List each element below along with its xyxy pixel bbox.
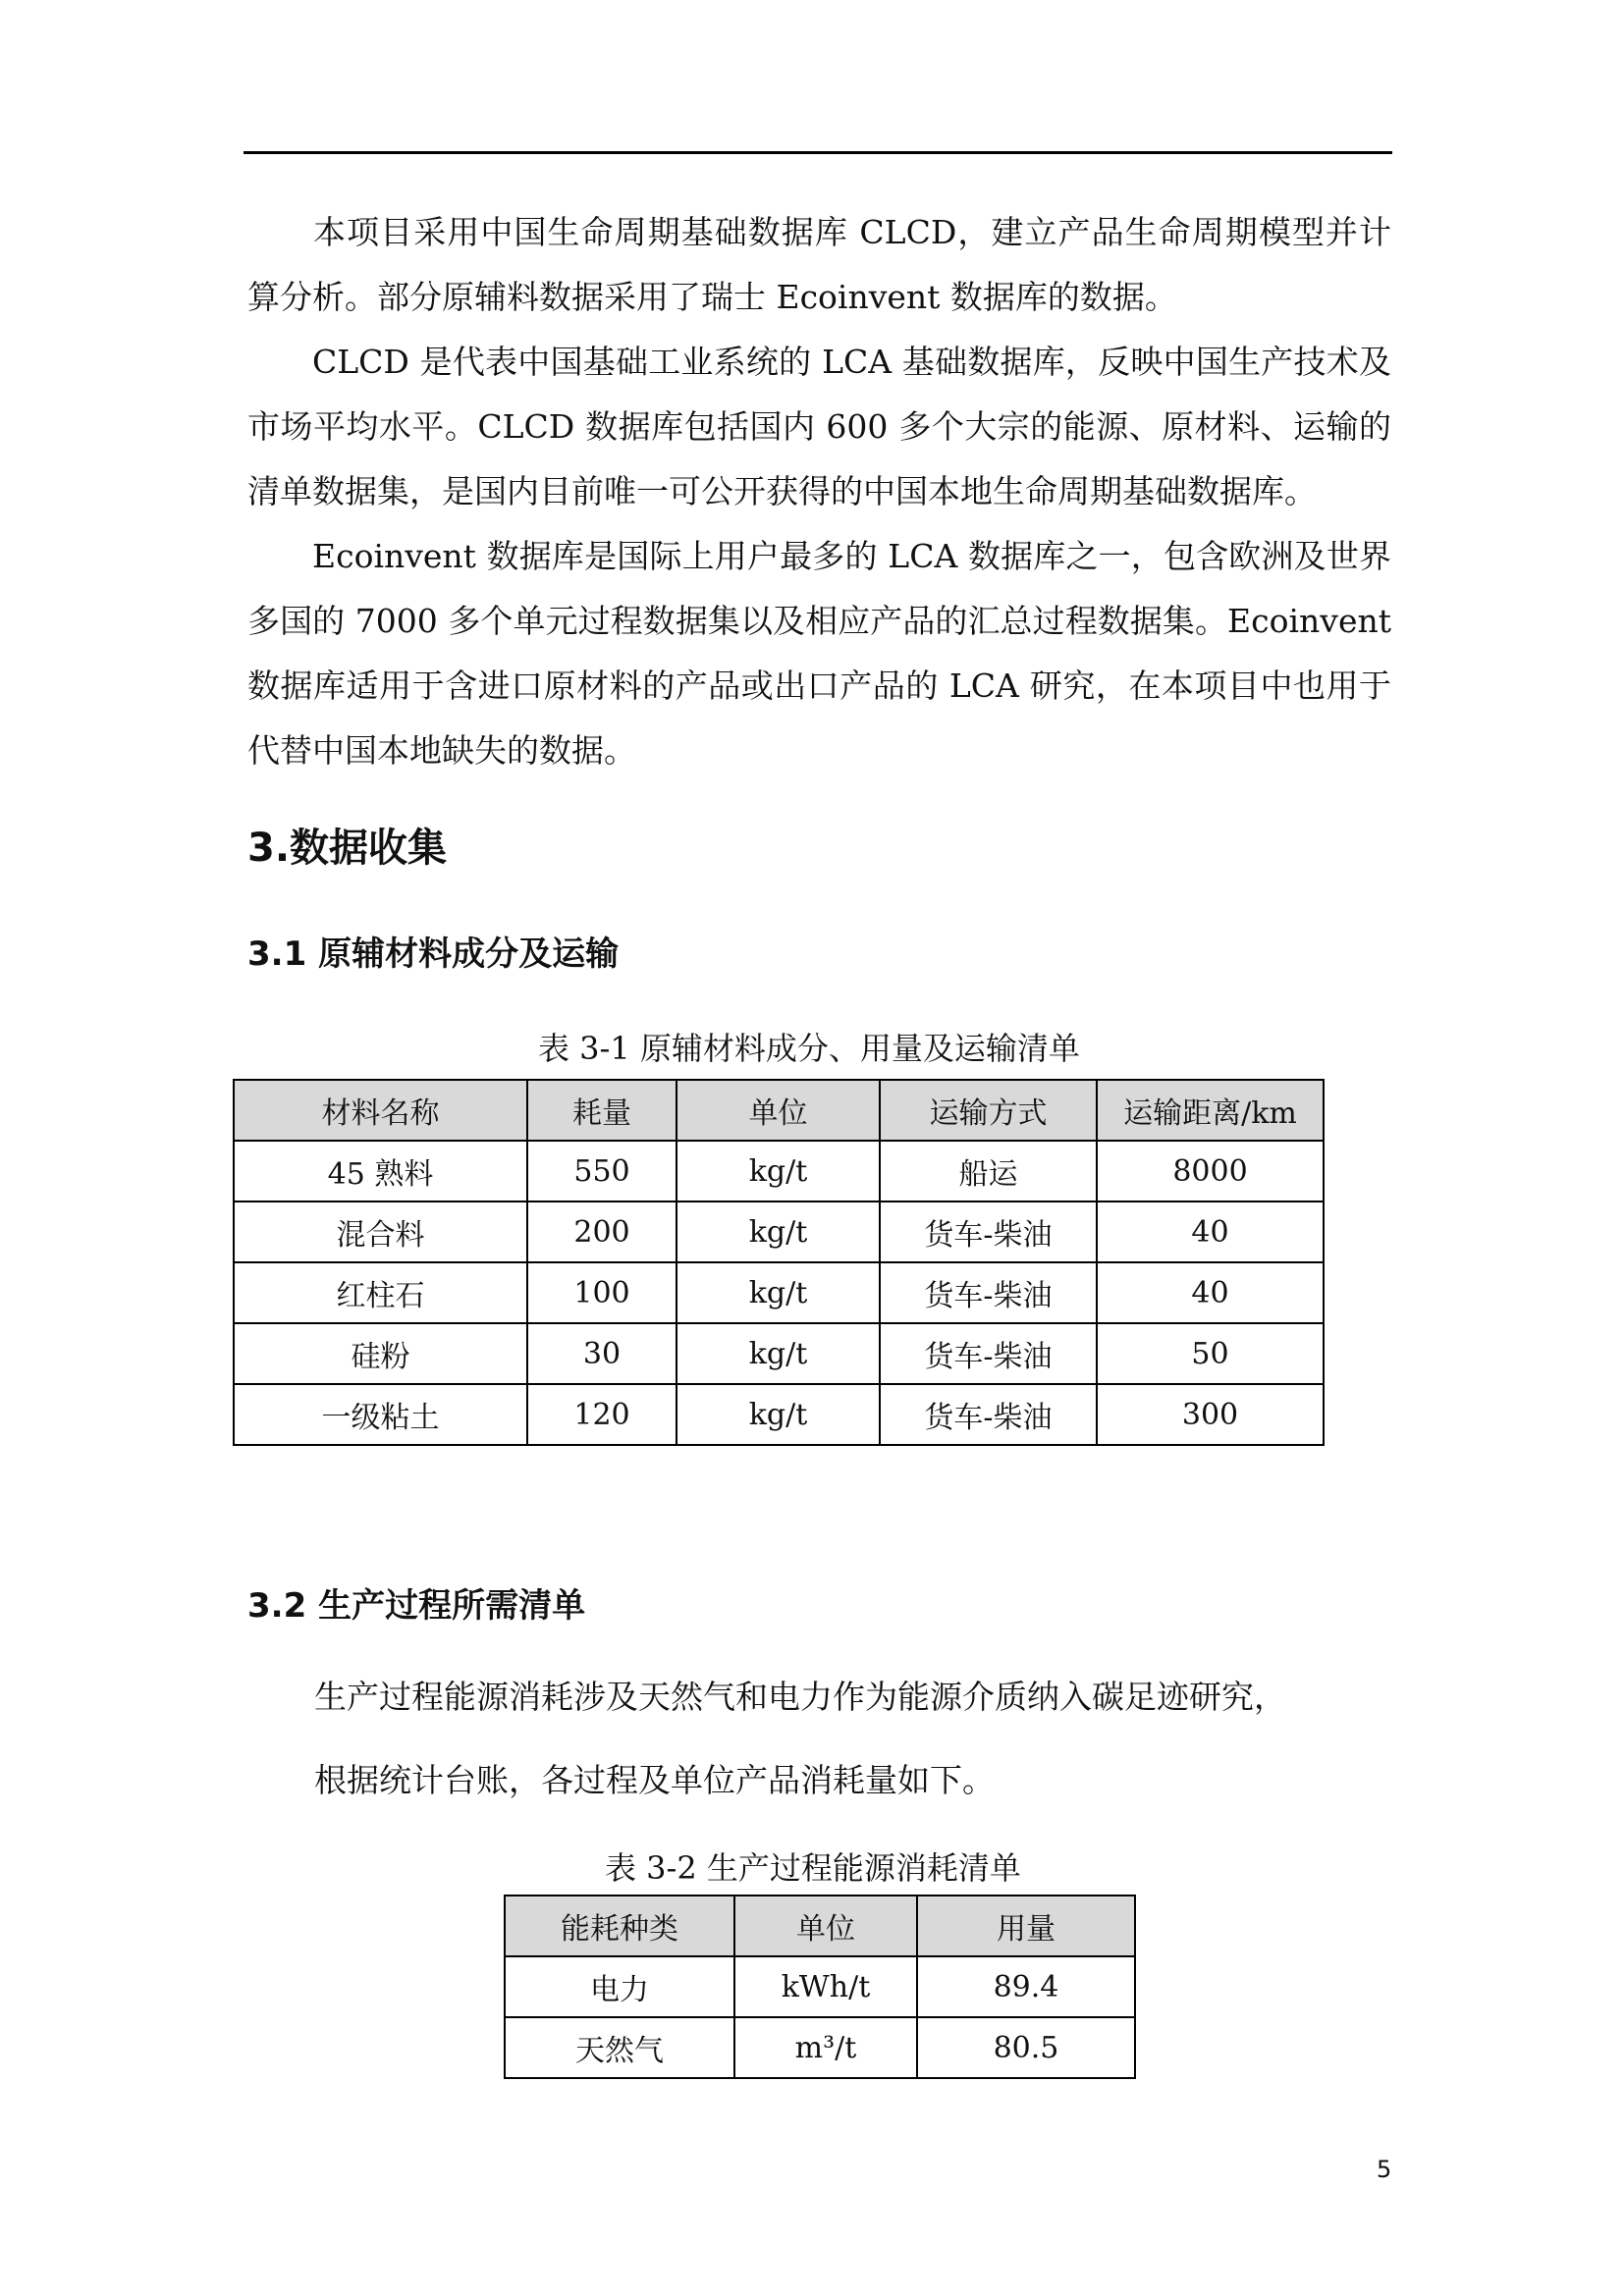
- table-cell: 天然气: [505, 2017, 734, 2078]
- table-row: [234, 1201, 1324, 1262]
- table-cell: 货车-柴油: [880, 1323, 1097, 1384]
- table-cell: 货车-柴油: [880, 1201, 1097, 1262]
- table-cell: 电力: [505, 1956, 734, 2017]
- materials-table: [233, 1079, 1325, 1446]
- table-cell: 30: [527, 1323, 677, 1384]
- table1-caption: 表 3-1 原辅材料成分、用量及运输清单: [538, 1030, 1080, 1067]
- table-cell: 89.4: [917, 1956, 1135, 2017]
- table-row: [505, 2017, 1135, 2078]
- table-header-cell: 运输距离/km: [1097, 1080, 1324, 1141]
- table-cell: 货车-柴油: [880, 1262, 1097, 1323]
- table-cell: 货车-柴油: [880, 1384, 1097, 1445]
- table-row: [234, 1323, 1324, 1384]
- subsection-heading-materials: 3.1 原辅材料成分及运输: [247, 934, 620, 974]
- table-cell: kg/t: [677, 1262, 880, 1323]
- table-header-cell: 材料名称: [234, 1080, 527, 1141]
- table-header-cell: 用量: [917, 1896, 1135, 1956]
- table2-caption: 表 3-2 生产过程能源消耗清单: [605, 1849, 1021, 1887]
- table-row: [505, 1956, 1135, 2017]
- table-header-cell: 耗量: [527, 1080, 677, 1141]
- table-row: [234, 1262, 1324, 1323]
- subsection-heading-production: 3.2 生产过程所需清单: [247, 1586, 586, 1626]
- table-cell: 550: [527, 1141, 677, 1201]
- paragraph-ecoinvent-description: Ecoinvent 数据库是国际上用户最多的 LCA 数据库之一，包含欧洲及世界多国的 7000 多个单元过程数据集以及相应产品的汇总过程数据集。Ecoinvent 数据库适用于含进口原材料的产品或出口产品的 LCA 研究，在本项目中也用于代替中国本地缺失的数据。: [247, 537, 1391, 770]
- table-cell: 80.5: [917, 2017, 1135, 2078]
- table-cell: 40: [1097, 1201, 1324, 1262]
- table-header-row: [234, 1080, 1324, 1141]
- table-header-cell: 运输方式: [880, 1080, 1097, 1141]
- page-number: 5: [1377, 2156, 1392, 2183]
- table-header-cell: 能耗种类: [505, 1896, 734, 1956]
- production-paragraph-line1: 生产过程能源消耗涉及天然气和电力作为能源介质纳入碳足迹研究，: [314, 1678, 1286, 1716]
- table-row: [234, 1141, 1324, 1201]
- table-cell: 硅粉: [234, 1323, 527, 1384]
- table-cell: 120: [527, 1384, 677, 1445]
- table-cell: kg/t: [677, 1201, 880, 1262]
- table-cell: 一级粘土: [234, 1384, 527, 1445]
- table-header-cell: 单位: [734, 1896, 917, 1956]
- table-cell: m³/t: [734, 2017, 917, 2078]
- header-rule: [244, 151, 1392, 154]
- table-cell: kWh/t: [734, 1956, 917, 2017]
- table-cell: 红柱石: [234, 1262, 527, 1323]
- section-heading-data-collection: 3.数据收集: [247, 826, 448, 871]
- table-cell: 50: [1097, 1323, 1324, 1384]
- table-cell: 船运: [880, 1141, 1097, 1201]
- table-cell: kg/t: [677, 1323, 880, 1384]
- table-header-cell: 单位: [677, 1080, 880, 1141]
- table-row: [234, 1384, 1324, 1445]
- table-cell: 100: [527, 1262, 677, 1323]
- paragraph-clcd-intro: 本项目采用中国生命周期基础数据库 CLCD，建立产品生命周期模型并计算分析。部分原辅料数据采用了瑞士 Ecoinvent 数据库的数据。: [247, 213, 1391, 316]
- table-cell: kg/t: [677, 1384, 880, 1445]
- table-cell: 40: [1097, 1262, 1324, 1323]
- energy-table: [504, 1895, 1136, 2079]
- production-paragraph-line2: 根据统计台账，各过程及单位产品消耗量如下。: [314, 1761, 995, 1799]
- table-cell: 8000: [1097, 1141, 1324, 1201]
- table-cell: kg/t: [677, 1141, 880, 1201]
- table-cell: 混合料: [234, 1201, 527, 1262]
- table-header-row: [505, 1896, 1135, 1956]
- table-cell: 300: [1097, 1384, 1324, 1445]
- paragraph-clcd-description: CLCD 是代表中国基础工业系统的 LCA 基础数据库，反映中国生产技术及市场平均水平。CLCD 数据库包括国内 600 多个大宗的能源、原材料、运输的清单数据集，是国内目前唯一可公开获得的中国本地生命周期基础数据库。: [247, 343, 1391, 510]
- table-cell: 45 熟料: [234, 1141, 527, 1201]
- table-cell: 200: [527, 1201, 677, 1262]
